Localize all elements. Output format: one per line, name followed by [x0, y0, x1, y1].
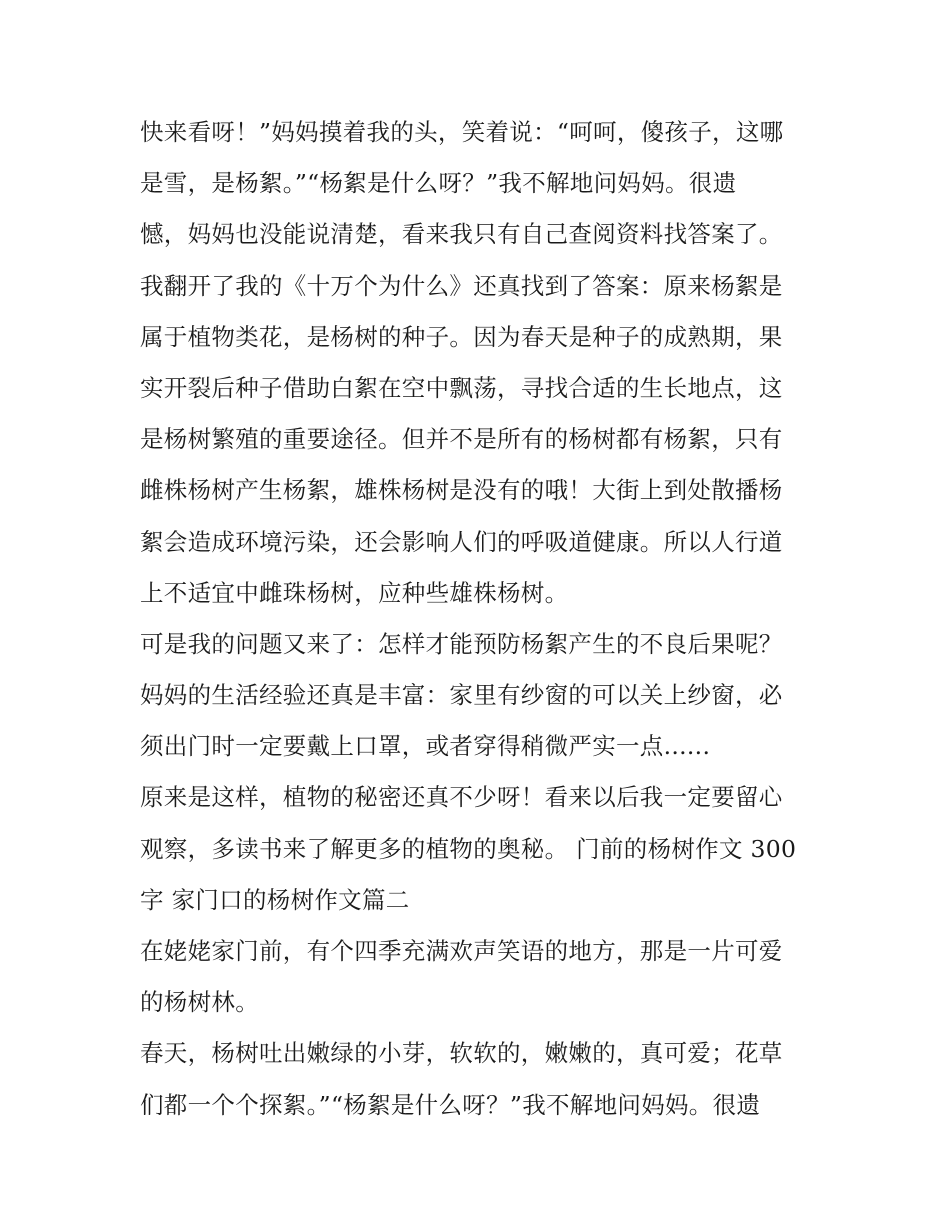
text-line-2: 是雪，是杨絮。”“杨絮是什么呀？”我不解地问妈妈。很遗	[140, 169, 737, 198]
text-line-10: 上不适宜中雌珠杨树，应种些雄株杨树。	[140, 578, 569, 607]
text-line-12: 妈妈的生活经验还真是丰富：家里有纱窗的可以关上纱窗，必	[140, 681, 783, 710]
text-line-17: 在姥姥家门前，有个四季充满欢声笑语的地方，那是一片可爱	[140, 937, 783, 965]
text-line-5: 属于植物类花，是杨树的种子。因为春天是种子的成熟期，果	[140, 322, 783, 351]
text-line-16: 字 家门口的杨树作文篇二	[140, 885, 410, 914]
text-line-11: 可是我的问题又来了：怎样才能预防杨絮产生的不良后果呢？	[140, 629, 783, 658]
text-line-9: 絮会造成环境污染，还会影响人们的呼吸道健康。所以人行道	[140, 527, 783, 556]
text-line-18: 的杨树林。	[140, 988, 259, 1017]
text-line-13: 须出门时一定要戴上口罩，或者穿得稍微严实一点......	[140, 732, 711, 761]
text-line-15: 观察，多读书来了解更多的植物的奥秘。 门前的杨树作文 300	[140, 834, 797, 863]
text-line-7: 是杨树繁殖的重要途径。但并不是所有的杨树都有杨絮，只有	[140, 425, 783, 454]
text-line-8: 雌株杨树产生杨絮，雄株杨树是没有的哦！大街上到处散播杨	[140, 476, 783, 505]
text-line-20: 们都一个个探絮。”“杨絮是什么呀？”我不解地问妈妈。很遗	[140, 1090, 761, 1119]
text-line-14: 原来是这样，植物的秘密还真不少呀！看来以后我一定要留心	[140, 783, 783, 812]
text-line-4: 我翻开了我的《十万个为什么》还真找到了答案：原来杨絮是	[140, 271, 783, 300]
text-line-6: 实开裂后种子借助白絮在空中飘荡，寻找合适的生长地点，这	[140, 373, 783, 402]
essay-text	[140, 107, 820, 1131]
text-line-1: 快来看呀！”妈妈摸着我的头，笑着说：“呵呵，傻孩子，这哪	[140, 118, 784, 146]
text-line-19: 春天，杨树吐出嫩绿的小芽，软软的，嫩嫩的，真可爱；花草	[140, 1039, 783, 1068]
text-line-3: 憾，妈妈也没能说清楚，看来我只有自己查阅资料找答案了。	[140, 220, 783, 249]
